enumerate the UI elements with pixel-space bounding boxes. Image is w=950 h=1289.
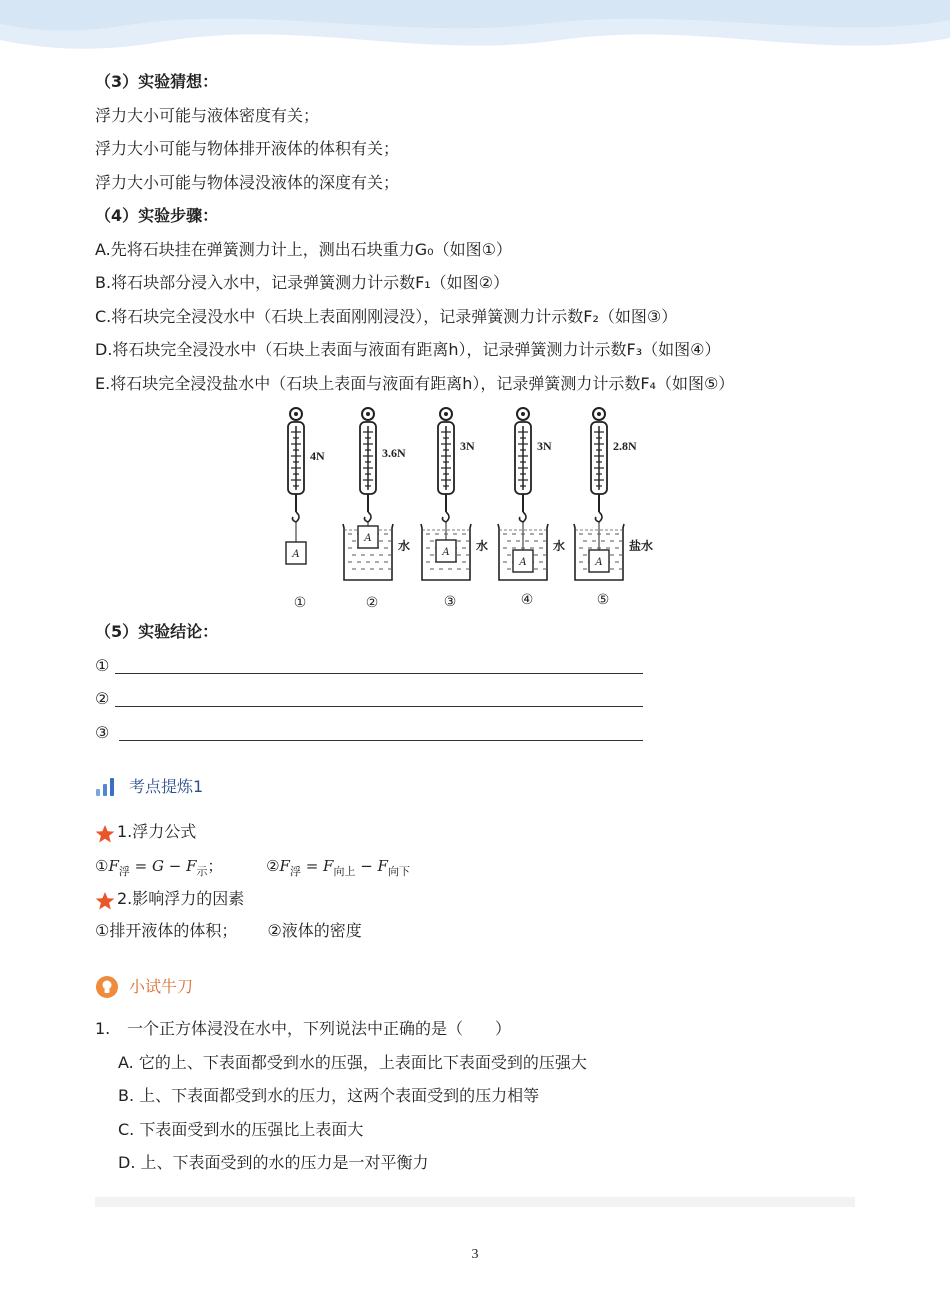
conclusion-1-blank[interactable] [115, 673, 643, 674]
question-text: 一个正方体浸没在水中，下列说法中正确的是（ ） [127, 1019, 512, 1038]
point-1-text: 1.浮力公式 [117, 822, 197, 841]
hypothesis-2: 浮力大小可能与物体排开液体的体积有关； [95, 139, 400, 158]
xiaoshi-title: 小试牛刀 [129, 977, 194, 996]
scale-reading: 3N [460, 439, 475, 453]
conclusion-2-blank[interactable] [115, 706, 643, 707]
point-2-text: 2.影响浮力的因素 [117, 889, 245, 908]
liquid-label: 水 [398, 539, 411, 553]
section-3-heading: （3）实验猜想： [95, 72, 219, 91]
scale-hook [364, 512, 371, 522]
formula-line [95, 855, 410, 883]
scale-ring-center [294, 412, 298, 416]
star-icon [95, 891, 115, 911]
scale-reading: 2.8N [613, 439, 637, 453]
point-1 [95, 820, 196, 844]
page-number: 3 [471, 1247, 479, 1262]
scale-ring-center [597, 412, 601, 416]
conclusion-3-label: ③ [95, 723, 110, 742]
bottom-divider [95, 1197, 855, 1207]
step-b: B.将石块部分浸入水中，记录弹簧测力计示数F₁（如图②） [95, 273, 510, 292]
step-e: E.将石块完全浸没盐水中（石块上表面与液面有距离h），记录弹簧测力计示数F₄（如图⑤） [95, 374, 735, 393]
factor-2: ②液体的密度 [267, 921, 362, 940]
formula-2: $②F_浮 = F_{向上} - F_{向下}$ [266, 857, 410, 878]
factor-1: ①排开液体的体积； [95, 921, 238, 940]
block-label: A [519, 557, 527, 568]
liquid-label: 盐水 [629, 539, 654, 553]
xiaoshi-header [95, 975, 193, 999]
option-d[interactable]: D. 上、下表面受到的水的压力是一对平衡力 [118, 1153, 429, 1172]
liquid-label: 水 [476, 539, 489, 553]
scale-hook [595, 512, 602, 522]
figure-number: ③ [443, 594, 457, 610]
scale-reading: 3.6N [382, 446, 406, 460]
scale-ring-center [444, 412, 448, 416]
scale-hook [442, 512, 449, 522]
hypothesis-3: 浮力大小可能与物体浸没液体的深度有关； [95, 173, 400, 192]
option-b[interactable]: B. 上、下表面都受到水的压力，这两个表面受到的压力相等 [118, 1086, 540, 1105]
figure-number: ① [293, 595, 307, 611]
factors-line [95, 920, 362, 942]
conclusion-2-label: ② [95, 689, 110, 708]
scale-ring-center [366, 412, 370, 416]
block-label: A [364, 533, 372, 544]
kaodian-header [95, 776, 203, 798]
hypothesis-1: 浮力大小可能与液体密度有关； [95, 106, 320, 125]
figure-number: ② [365, 595, 379, 611]
liquid-label: 水 [553, 539, 566, 553]
kaodian-title: 考点提炼1 [129, 777, 204, 796]
figure-number: ④ [520, 592, 534, 608]
scale-hook [292, 512, 299, 522]
experiment-figure [280, 402, 670, 614]
block-label: A [595, 557, 603, 568]
option-c[interactable]: C. 下表面受到水的压强比上表面大 [118, 1120, 364, 1139]
option-a[interactable]: A. 它的上、下表面都受到水的压强，上表面比下表面受到的压强大 [118, 1053, 587, 1072]
scale-ring-center [521, 412, 525, 416]
section-4-heading: （4）实验步骤： [95, 206, 219, 225]
point-2 [95, 887, 244, 911]
step-a: A.先将石块挂在弹簧测力计上，测出石块重力G₀（如图①） [95, 240, 512, 259]
section-5-heading: （5）实验结论： [95, 622, 219, 641]
scale-reading: 4N [310, 449, 325, 463]
header-wave-decoration [0, 0, 950, 70]
scale-hook [519, 512, 526, 522]
step-c: C.将石块完全浸没水中（石块上表面刚刚浸没），记录弹簧测力计示数F₂（如图③） [95, 307, 678, 326]
conclusion-1-label: ① [95, 656, 110, 675]
figure-number: ⑤ [596, 592, 610, 608]
question-number: 1. [95, 1019, 111, 1038]
scale-reading: 3N [537, 439, 552, 453]
block-label: A [292, 549, 300, 560]
formula-1: $①F_浮 = G - F_示$； [95, 857, 223, 878]
lightbulb-icon [95, 975, 119, 999]
block-label: A [442, 547, 450, 558]
step-d: D.将石块完全浸没水中（石块上表面与液面有距离h），记录弹簧测力计示数F₃（如图④） [95, 340, 721, 359]
star-icon [95, 824, 115, 844]
bar-chart-icon [95, 777, 117, 797]
conclusion-3-blank[interactable] [119, 740, 643, 741]
